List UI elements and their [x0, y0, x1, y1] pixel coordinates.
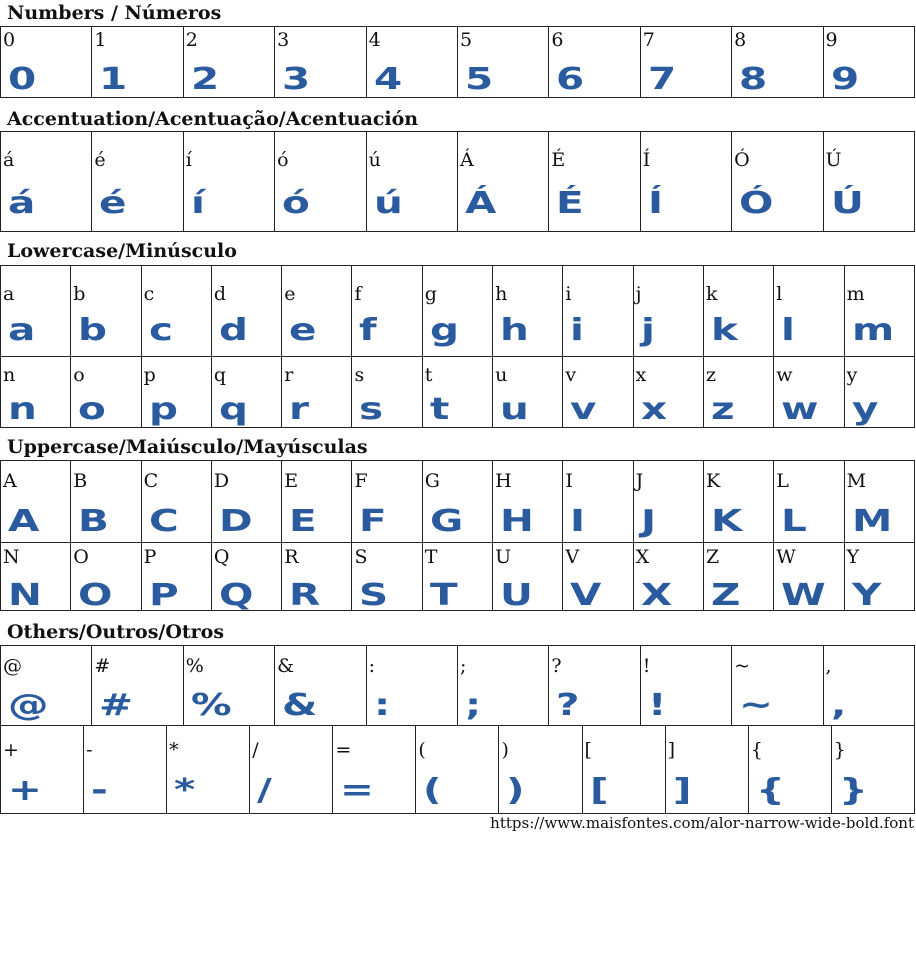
glyph-cell — [167, 726, 250, 814]
glyph-label: 2 — [185, 29, 198, 51]
glyph-sample: = — [340, 773, 375, 808]
glyph-cell — [563, 461, 633, 543]
glyph-label: é — [94, 149, 106, 171]
glyph-cell — [1, 132, 92, 232]
glyph-sample: B — [78, 504, 110, 539]
glyph-sample: / — [257, 773, 273, 808]
glyph-label: V — [565, 546, 580, 568]
glyph-sample: í — [190, 186, 205, 221]
glyph-cell — [282, 266, 352, 357]
glyph-label: 9 — [825, 29, 838, 51]
glyph-sample: Á — [464, 186, 497, 221]
glyph-sample: ó — [282, 186, 311, 221]
glyph-cell — [493, 357, 563, 428]
glyph-label: i — [565, 283, 572, 305]
glyph-label: / — [252, 739, 259, 761]
glyph-sample: 3 — [282, 62, 311, 97]
glyph-cell — [493, 461, 563, 543]
glyph-label: k — [705, 283, 718, 305]
glyph-sample: u — [500, 392, 529, 427]
glyph-label: Ú — [825, 149, 842, 171]
glyph-sample: V — [570, 578, 602, 611]
lowercase-title: Lowercase/Minúsculo — [7, 240, 237, 262]
glyph-label: * — [169, 739, 179, 761]
glyph-sample: { — [755, 773, 785, 808]
glyph-cell — [92, 132, 183, 232]
glyph-sample: ] — [672, 773, 692, 808]
glyph-label: I — [565, 470, 573, 492]
glyph-sample: X — [640, 578, 672, 611]
glyph-sample: G — [429, 504, 464, 539]
glyph-row — [1, 357, 915, 428]
glyph-label: z — [705, 364, 716, 386]
glyph-label: H — [495, 470, 512, 492]
glyph-label: D — [213, 470, 230, 492]
glyph-label: A — [3, 470, 17, 492]
glyph-sample: h — [500, 313, 529, 348]
glyph-cell — [1, 357, 71, 428]
glyph-sample: g — [429, 313, 459, 348]
glyph-label: O — [73, 546, 89, 568]
glyph-sample: , — [830, 688, 846, 723]
glyph-label: Q — [213, 546, 230, 568]
glyph-cell — [1, 726, 84, 814]
glyph-sample: n — [8, 392, 37, 427]
glyph-cell — [844, 266, 914, 357]
glyph-cell — [582, 726, 665, 814]
glyph-label: + — [3, 739, 19, 761]
glyph-sample: 4 — [373, 62, 402, 97]
glyph-cell — [633, 266, 703, 357]
glyph-sample: y — [851, 392, 878, 427]
glyph-label: 0 — [3, 29, 16, 51]
glyph-sample: ) — [506, 773, 525, 808]
glyph-sample: r — [289, 392, 310, 427]
glyph-sample: o — [78, 392, 107, 427]
glyph-sample: w — [781, 392, 819, 427]
glyph-label: s — [354, 364, 365, 386]
glyph-cell — [563, 543, 633, 611]
glyph-label: j — [635, 283, 642, 305]
others-grid-1 — [0, 645, 915, 726]
glyph-label: 8 — [734, 29, 747, 51]
glyph-cell — [457, 27, 548, 98]
glyph-cell — [352, 266, 422, 357]
glyph-label: ; — [459, 655, 467, 677]
glyph-sample: v — [570, 392, 597, 427]
glyph-sample: p — [148, 392, 178, 427]
glyph-cell — [352, 357, 422, 428]
glyph-cell — [823, 27, 914, 98]
glyph-cell — [493, 266, 563, 357]
glyph-sample: : — [373, 688, 390, 723]
glyph-row — [1, 646, 915, 726]
glyph-cell — [823, 646, 914, 726]
glyph-cell — [1, 266, 71, 357]
glyph-label: Z — [705, 546, 720, 568]
glyph-cell — [183, 132, 274, 232]
glyph-sample: S — [359, 578, 389, 611]
glyph-row — [1, 266, 915, 357]
glyph-sample: D — [218, 504, 253, 539]
glyph-sample: ~ — [739, 688, 774, 723]
glyph-label: h — [495, 283, 508, 305]
glyph-label: m — [846, 283, 865, 305]
glyph-label: S — [354, 546, 368, 568]
glyph-sample: & — [282, 688, 318, 723]
glyph-label: @ — [3, 655, 22, 677]
glyph-label: ? — [551, 655, 562, 677]
glyph-cell — [703, 461, 773, 543]
glyph-label: - — [86, 739, 93, 761]
glyph-label: E — [284, 470, 299, 492]
glyph-label: Y — [846, 546, 860, 568]
glyph-cell — [282, 357, 352, 428]
glyph-sample: Ú — [830, 186, 864, 221]
glyph-sample: 8 — [739, 62, 768, 97]
glyph-sample: [ — [589, 773, 609, 808]
glyph-label: 3 — [277, 29, 290, 51]
glyph-label: f — [354, 283, 362, 305]
glyph-row — [1, 726, 915, 814]
glyph-cell — [703, 543, 773, 611]
glyph-cell — [732, 646, 823, 726]
numbers-grid — [0, 26, 915, 98]
glyph-cell — [211, 357, 281, 428]
glyph-label: K — [705, 470, 721, 492]
glyph-cell — [183, 27, 274, 98]
glyph-label: C — [143, 470, 159, 492]
glyph-sample: b — [78, 313, 108, 348]
glyph-sample: E — [289, 504, 317, 539]
glyph-row — [1, 461, 915, 543]
glyph-label: ~ — [734, 655, 751, 677]
glyph-sample: ú — [373, 186, 403, 221]
glyph-label: N — [3, 546, 20, 568]
glyph-label: t — [424, 364, 433, 386]
glyph-label: U — [495, 546, 512, 568]
glyph-label: e — [284, 283, 296, 305]
glyph-sample: k — [710, 313, 738, 348]
others-title: Others/Outros/Otros — [7, 621, 225, 643]
glyph-label: ú — [368, 149, 381, 171]
glyph-cell — [665, 726, 748, 814]
lowercase-grid — [0, 265, 915, 428]
glyph-label: Á — [459, 149, 474, 171]
accents-title: Accentuation/Acentuação/Acentuación — [7, 108, 419, 130]
glyph-cell — [275, 646, 366, 726]
glyph-label: X — [635, 546, 650, 568]
glyph-cell — [422, 543, 492, 611]
glyph-cell — [823, 132, 914, 232]
glyph-label: u — [495, 364, 508, 386]
glyph-cell — [831, 726, 914, 814]
glyph-sample: F — [359, 504, 388, 539]
glyph-cell — [275, 132, 366, 232]
glyph-sample: 9 — [830, 62, 859, 97]
glyph-sample: @ — [8, 688, 49, 723]
glyph-cell — [352, 461, 422, 543]
glyph-cell — [71, 266, 141, 357]
glyph-sample: } — [838, 773, 868, 808]
glyph-label: = — [335, 739, 352, 761]
others-grid-2 — [0, 725, 915, 814]
glyph-label: á — [3, 149, 15, 171]
glyph-cell — [333, 726, 416, 814]
glyph-label: , — [825, 655, 832, 677]
glyph-sample: W — [781, 578, 826, 611]
glyph-cell — [549, 132, 640, 232]
glyph-sample: U — [500, 578, 533, 611]
glyph-cell — [1, 461, 71, 543]
glyph-label: ] — [667, 739, 676, 761]
glyph-label: 7 — [642, 29, 655, 51]
glyph-sample: R — [289, 578, 321, 611]
glyph-cell — [366, 132, 457, 232]
glyph-sample: j — [640, 313, 655, 348]
glyph-label: r — [284, 364, 294, 386]
glyph-cell — [774, 266, 844, 357]
glyph-sample: K — [710, 504, 743, 539]
glyph-row — [1, 27, 915, 98]
glyph-sample: H — [500, 504, 534, 539]
glyph-sample: - — [91, 773, 108, 808]
glyph-sample: l — [781, 313, 796, 348]
uppercase-title: Uppercase/Maiúsculo/Mayúsculas — [7, 436, 368, 458]
glyph-sample: * — [174, 773, 196, 808]
glyph-sample: I — [570, 504, 586, 539]
glyph-sample: C — [148, 504, 179, 539]
glyph-label: ó — [277, 149, 289, 171]
glyph-cell — [275, 27, 366, 98]
glyph-cell — [71, 461, 141, 543]
glyph-cell — [84, 726, 167, 814]
source-url: https://www.maisfontes.com/alor-narrow-wide-bold.font — [490, 814, 914, 832]
glyph-label: q — [213, 364, 227, 386]
glyph-sample: Ó — [739, 186, 774, 221]
glyph-sample: á — [8, 186, 36, 221]
glyph-cell — [282, 461, 352, 543]
glyph-label: p — [143, 364, 156, 386]
glyph-sample: f — [359, 313, 378, 348]
glyph-label: { — [750, 739, 763, 761]
glyph-label: v — [565, 364, 577, 386]
glyph-label: L — [776, 470, 789, 492]
glyph-sample: c — [148, 313, 173, 348]
accents-grid — [0, 131, 915, 232]
glyph-sample: ; — [464, 688, 482, 723]
glyph-cell — [774, 357, 844, 428]
glyph-label: R — [284, 546, 299, 568]
glyph-cell — [563, 357, 633, 428]
glyph-cell — [282, 543, 352, 611]
glyph-label: ! — [642, 655, 651, 677]
glyph-cell — [352, 543, 422, 611]
glyph-cell — [499, 726, 582, 814]
uppercase-grid — [0, 460, 915, 611]
glyph-cell — [774, 543, 844, 611]
glyph-cell — [844, 461, 914, 543]
glyph-label: [ — [584, 739, 592, 761]
glyph-cell — [211, 266, 281, 357]
glyph-sample: ! — [647, 688, 667, 723]
glyph-label: J — [635, 470, 644, 492]
glyph-label: : — [368, 655, 375, 677]
glyph-sample: Y — [851, 578, 881, 611]
glyph-cell — [640, 132, 731, 232]
glyph-cell — [366, 27, 457, 98]
glyph-cell — [549, 27, 640, 98]
glyph-cell — [774, 461, 844, 543]
glyph-cell — [1, 646, 92, 726]
glyph-cell — [422, 266, 492, 357]
glyph-cell — [211, 543, 281, 611]
glyph-sample: Z — [710, 578, 741, 611]
glyph-sample: 2 — [190, 62, 219, 97]
glyph-label: c — [143, 283, 155, 305]
glyph-cell — [422, 461, 492, 543]
glyph-label: l — [776, 283, 783, 305]
glyph-cell — [640, 646, 731, 726]
glyph-cell — [633, 543, 703, 611]
glyph-sample: 7 — [647, 62, 676, 97]
glyph-cell — [633, 461, 703, 543]
glyph-sample: 1 — [99, 62, 128, 97]
glyph-label: ) — [501, 739, 509, 761]
glyph-cell — [640, 27, 731, 98]
glyph-label: B — [73, 470, 88, 492]
glyph-cell — [92, 646, 183, 726]
glyph-sample: L — [781, 504, 808, 539]
glyph-label: P — [143, 546, 157, 568]
glyph-sample: q — [218, 392, 248, 427]
glyph-label: G — [424, 470, 440, 492]
glyph-label: 5 — [459, 29, 473, 51]
glyph-label: } — [833, 739, 846, 761]
glyph-cell — [703, 266, 773, 357]
glyph-sample: O — [78, 578, 113, 611]
glyph-sample: # — [99, 688, 134, 723]
glyph-cell — [141, 543, 211, 611]
glyph-cell — [457, 646, 548, 726]
glyph-cell — [71, 357, 141, 428]
glyph-sample: A — [8, 504, 40, 539]
glyph-sample: ( — [423, 773, 442, 808]
glyph-label: T — [424, 546, 438, 568]
glyph-sample: é — [99, 186, 127, 221]
glyph-label: x — [635, 364, 647, 386]
glyph-label: o — [73, 364, 85, 386]
glyph-label: Ó — [734, 149, 750, 171]
glyph-sample: Q — [218, 578, 254, 611]
glyph-cell — [92, 27, 183, 98]
glyph-sample: s — [359, 392, 384, 427]
glyph-cell — [844, 543, 914, 611]
glyph-label: & — [277, 655, 295, 677]
glyph-sample: d — [218, 313, 248, 348]
glyph-sample: + — [8, 773, 42, 808]
glyph-row — [1, 543, 915, 611]
glyph-sample: É — [556, 186, 585, 221]
glyph-label: í — [185, 149, 192, 171]
glyph-cell — [1, 543, 71, 611]
glyph-sample: M — [851, 504, 892, 539]
glyph-cell — [493, 543, 563, 611]
glyph-sample: ? — [556, 688, 580, 723]
glyph-label: n — [3, 364, 16, 386]
glyph-sample: t — [429, 392, 450, 427]
glyph-label: 1 — [94, 29, 107, 51]
glyph-cell — [416, 726, 499, 814]
glyph-cell — [633, 357, 703, 428]
glyph-label: 4 — [368, 29, 381, 51]
glyph-label: y — [846, 364, 858, 386]
glyph-cell — [211, 461, 281, 543]
glyph-cell — [732, 132, 823, 232]
glyph-sample: z — [710, 392, 735, 427]
glyph-label: # — [94, 655, 111, 677]
glyph-sample: Í — [647, 186, 663, 221]
glyph-sample: a — [8, 313, 36, 348]
glyph-sample: J — [640, 504, 656, 539]
glyph-cell — [250, 726, 333, 814]
glyph-label: b — [73, 283, 86, 305]
glyph-sample: e — [289, 313, 317, 348]
glyph-row — [1, 132, 915, 232]
glyph-label: d — [213, 283, 227, 305]
glyph-sample: % — [190, 688, 232, 723]
glyph-cell — [844, 357, 914, 428]
glyph-sample: m — [851, 313, 894, 348]
glyph-label: 6 — [551, 29, 564, 51]
glyph-cell — [141, 357, 211, 428]
glyph-cell — [703, 357, 773, 428]
glyph-label: g — [424, 283, 437, 305]
glyph-label: W — [776, 546, 796, 568]
glyph-label: É — [551, 149, 566, 171]
glyph-label: % — [185, 655, 204, 677]
glyph-cell — [549, 646, 640, 726]
glyph-sample: x — [640, 392, 667, 427]
glyph-sample: N — [8, 578, 42, 611]
glyph-label: a — [3, 283, 15, 305]
glyph-cell — [748, 726, 831, 814]
glyph-sample: T — [429, 578, 458, 611]
glyph-cell — [183, 646, 274, 726]
numbers-title: Numbers / Números — [7, 2, 222, 24]
glyph-cell — [141, 266, 211, 357]
glyph-cell — [366, 646, 457, 726]
glyph-sample: 0 — [8, 62, 37, 97]
glyph-label: w — [776, 364, 793, 386]
glyph-sample: i — [570, 313, 585, 348]
glyph-sample: 5 — [464, 62, 494, 97]
glyph-cell — [422, 357, 492, 428]
glyph-label: ( — [418, 739, 426, 761]
glyph-label: F — [354, 470, 368, 492]
glyph-cell — [71, 543, 141, 611]
glyph-cell — [563, 266, 633, 357]
glyph-sample: P — [148, 578, 179, 611]
glyph-label: Í — [642, 149, 651, 171]
glyph-cell — [1, 27, 92, 98]
glyph-cell — [457, 132, 548, 232]
glyph-label: M — [846, 470, 867, 492]
glyph-sample: 6 — [556, 62, 585, 97]
glyph-cell — [141, 461, 211, 543]
glyph-cell — [732, 27, 823, 98]
